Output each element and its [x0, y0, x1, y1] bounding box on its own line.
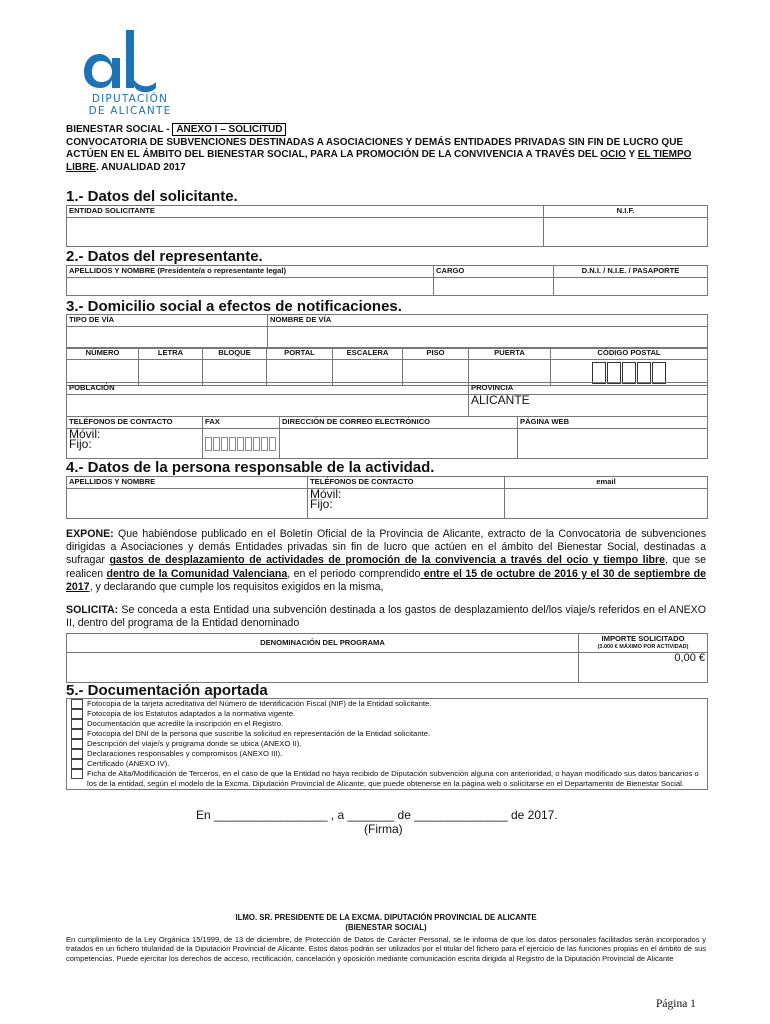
cp-digit-boxes	[592, 362, 667, 384]
documents-list	[66, 698, 708, 790]
expone-text-1: Que habiéndose publicado en el Boletín Oficial de la Provincia de Alicante, extracto de la Convocatoria de subvenciones dirigidas a Asociaciones y demás Entidades privadas sin fin de lucro que actúen en el ámbito del Bienestar Social, destinadas a sufragar	[66, 528, 706, 567]
document-item	[67, 759, 707, 769]
tipo-via-label: TIPO DE VÍA	[67, 315, 268, 327]
resp-fijo-label: Fijo:	[310, 497, 333, 511]
program-name-label: DENOMINACIÓN DEL PROGRAMA	[67, 634, 579, 653]
resp-telefonos-field[interactable]	[308, 489, 505, 519]
contact-table	[66, 416, 708, 459]
escalera-label: ESCALERA	[333, 348, 403, 360]
nombre-via-label: NOMBRE DE VÍA	[268, 315, 708, 327]
signature-firma: (Firma)	[364, 822, 403, 836]
document-checkbox[interactable]	[71, 759, 83, 769]
amount-label: IMPORTE SOLICITADO	[601, 634, 685, 643]
header-title: CONVOCATORIA DE SUBVENCIONES DESTINADAS A ASOCIACIONES Y DEMÁS ENTIDADES PRIVADAS SIN FIN DE LUCRO QUE ACTÚEN EN EL ÁMBITO DEL BIENESTAR SOCIAL, PARA LA PROMOCIÓN DE LA CONVIVENCIA A TRAVÉS DEL	[66, 136, 684, 161]
rep-names-label: APELLIDOS Y NOMBRE (Presidente/a o representante legal)	[67, 266, 434, 278]
rep-cargo-label: CARGO	[434, 266, 554, 278]
poblacion-label: POBLACIÓN	[67, 383, 469, 395]
solicita-text: Se conceda a esta Entidad una subvención destinada a los gastos de desplazamiento del/los viaje/s referidos en el ANEXO II, dentro del programa de la Entidad denominado	[66, 604, 706, 630]
provincia-label: PROVINCIA	[469, 383, 708, 395]
address-table-3	[66, 382, 708, 417]
program-amount-label	[579, 634, 708, 653]
web-field[interactable]	[518, 429, 708, 459]
numero-label: NÚMERO	[67, 348, 139, 360]
expone-text-3: , en el periodo comprendido	[287, 567, 421, 580]
program-name-field[interactable]	[67, 653, 579, 683]
solicita-label: SOLICITA:	[66, 604, 119, 616]
resp-names-label: APELLIDOS Y NOMBRE	[67, 477, 308, 489]
resp-email-label: email	[505, 477, 708, 489]
fax-digit-boxes	[205, 437, 277, 451]
expone-label: EXPONE:	[66, 528, 114, 540]
cp-label: CÓDIGO POSTAL	[551, 348, 708, 360]
puerta-label: PUERTA	[469, 348, 551, 360]
fax-field[interactable]	[203, 429, 280, 459]
fijo-label: Fijo:	[69, 437, 92, 451]
header-underline-2: EL TIEMPO LIBRE	[66, 149, 692, 173]
document-checkbox[interactable]	[71, 739, 83, 749]
document-checkbox[interactable]	[71, 699, 83, 709]
document-checkbox[interactable]	[71, 749, 83, 759]
nif-label: N.I.F.	[544, 206, 708, 218]
document-checkbox[interactable]	[71, 709, 83, 719]
portal-label: PORTAL	[267, 348, 333, 360]
program-amount-field[interactable]: 0,00 €	[579, 653, 708, 683]
header-annex: ANEXO I – SOLICITUD	[172, 123, 286, 136]
addressee-line-1: ILMO. SR. PRESIDENTE DE LA EXCMA. DIPUTACIÓN PROVINCIAL DE ALICANTE	[235, 913, 537, 922]
program-table	[66, 633, 708, 683]
expone-bold-3: entre el 15 de octubre de 2016 y el 30 de septiembre de 2017	[66, 567, 706, 593]
fax-label: FAX	[203, 417, 280, 429]
address-table-2	[66, 347, 708, 386]
tipo-via-field[interactable]	[67, 327, 268, 349]
expone-paragraph	[66, 528, 706, 594]
document-item-label: Declaraciones responsables y compromisos (ANEXO III).	[87, 749, 283, 758]
document-item	[67, 729, 707, 739]
header-tail: . ANUALIDAD 2017	[96, 161, 186, 173]
email-label: DIRECCIÓN DE CORREO ELECTRÓNICO	[280, 417, 518, 429]
expone-bold-1: gastos de desplazamiento de actividades de promoción de la convivencia a través del ocio y tiempo libre	[109, 554, 665, 567]
document-item	[67, 749, 707, 759]
document-item-label: Ficha de Alta/Modificación de Terceros, en el caso de que la Entidad no haya recibido de Diputación subvención alguna con anterioridad, o hayan modificado sus datos bancarios o los de la entidad, según el modelo de la Excma. Diputación Provincial de Alicante, que puede obtenerse en la página web o solicitarse en el Departamento de Bienestar Social.	[87, 769, 699, 788]
document-item-label: Documentación que acredite la inscripción en el Registro.	[87, 719, 284, 728]
header-department: BIENESTAR SOCIAL -	[66, 124, 170, 135]
resp-telefonos-label: TELÉFONOS DE CONTACTO	[308, 477, 505, 489]
nif-field[interactable]	[544, 218, 708, 247]
entity-label: ENTIDAD SOLICITANTE	[67, 206, 544, 218]
entity-field[interactable]	[67, 218, 544, 247]
header-mid: Y	[625, 149, 638, 161]
rep-dni-label: D.N.I. / N.I.E. / PASAPORTE	[554, 266, 708, 278]
solicita-paragraph	[66, 604, 706, 630]
document-checkbox[interactable]	[71, 719, 83, 729]
document-item	[67, 739, 707, 749]
bloque-label: BLOQUE	[203, 348, 267, 360]
email-field[interactable]	[280, 429, 518, 459]
applicant-table	[66, 205, 708, 247]
rep-names-field[interactable]	[67, 278, 434, 296]
document-item	[67, 699, 707, 709]
telefonos-label: TELÉFONOS DE CONTACTO	[67, 417, 203, 429]
section-4-title: 4.- Datos de la persona responsable de la actividad.	[66, 459, 435, 476]
rep-dni-field[interactable]	[554, 278, 708, 296]
document-item-label: Certificado (ANEXO IV).	[87, 759, 170, 768]
resp-movil-label: Móvil:	[310, 487, 342, 501]
responsible-table	[66, 476, 708, 519]
page-number: Página 1	[656, 998, 696, 1010]
expone-text-2: , que se realicen	[66, 554, 706, 580]
amount-note: (3.000 € MÁXIMO POR ACTIVIDAD)	[597, 644, 689, 650]
document-item-label: Descripción del viaje/s y programa donde se ubica (ANEXO II).	[87, 739, 302, 748]
representative-table	[66, 265, 708, 296]
logo-line-1: DIPUTACIÓN	[91, 93, 169, 105]
section-1-title: 1.- Datos del solicitante.	[66, 188, 238, 205]
document-checkbox[interactable]	[71, 729, 83, 739]
telefonos-field[interactable]	[67, 429, 203, 459]
document-item-label: Fotocopia de la tarjeta acreditativa del Número de Identificación Fiscal (NIF) de la Entidad solicitante.	[87, 699, 432, 708]
resp-names-field[interactable]	[67, 489, 308, 519]
resp-email-field[interactable]	[505, 489, 708, 519]
privacy-notice: En cumplimiento de la Ley Orgánica 15/1999, de 13 de diciembre, de Protección de Datos de Carácter Personal, se le informa de que los datos personales facilitados serán incorporados y tratados en un fichero titularidad de la Diputación Provincial de Alicante. Estos datos podrán ser utilizados por el titular del fichero para el ejercicio de las funciones propias en el ámbito de sus competencias. Puede ejercitar los derechos de acceso, rectificación, cancelación y oposición mediante comunicación escrita dirigida al Registro de la Diputación Provincial de Alicante	[66, 935, 706, 963]
piso-label: PISO	[403, 348, 469, 360]
section-2-title: 2.- Datos del representante.	[66, 248, 263, 265]
nombre-via-field[interactable]	[268, 327, 708, 349]
movil-label: Móvil:	[69, 427, 101, 441]
document-checkbox[interactable]	[71, 769, 83, 779]
provincia-field[interactable]: ALICANTE	[469, 395, 708, 417]
expone-bold-2: dentro de la Comunidad Valenciana	[106, 567, 288, 580]
header-underline-1: OCIO	[600, 149, 626, 161]
section-3-title: 3.- Domicilio social a efectos de notificaciones.	[66, 298, 402, 315]
addressee-line-2: (BIENESTAR SOCIAL)	[345, 923, 427, 932]
document-item-label: Fotocopia del DNI de la persona que suscribe la solicitud en representación de la Entidad solicitante.	[87, 729, 431, 738]
document-item	[67, 719, 707, 729]
logo-line-2: DE ALICANTE	[88, 105, 172, 117]
letra-label: LETRA	[139, 348, 203, 360]
poblacion-field[interactable]	[67, 395, 469, 417]
addressee	[66, 913, 706, 933]
document-item	[67, 709, 707, 719]
document-header	[66, 124, 716, 174]
address-table-1	[66, 314, 708, 349]
signature-line: En _________________ , a _______ de ______________ de 2017.	[196, 808, 558, 822]
document-item	[67, 769, 707, 789]
section-5-title: 5.- Documentación aportada	[66, 682, 268, 699]
expone-text-4: , y declarando que cumple los requisitos exigidos en la misma,	[89, 580, 384, 593]
web-label: PÁGINA WEB	[518, 417, 708, 429]
rep-cargo-field[interactable]	[434, 278, 554, 296]
document-item-label: Fotocopia de los Estatutos adaptados a la normativa vigente.	[87, 709, 296, 718]
logo-text	[70, 93, 190, 117]
